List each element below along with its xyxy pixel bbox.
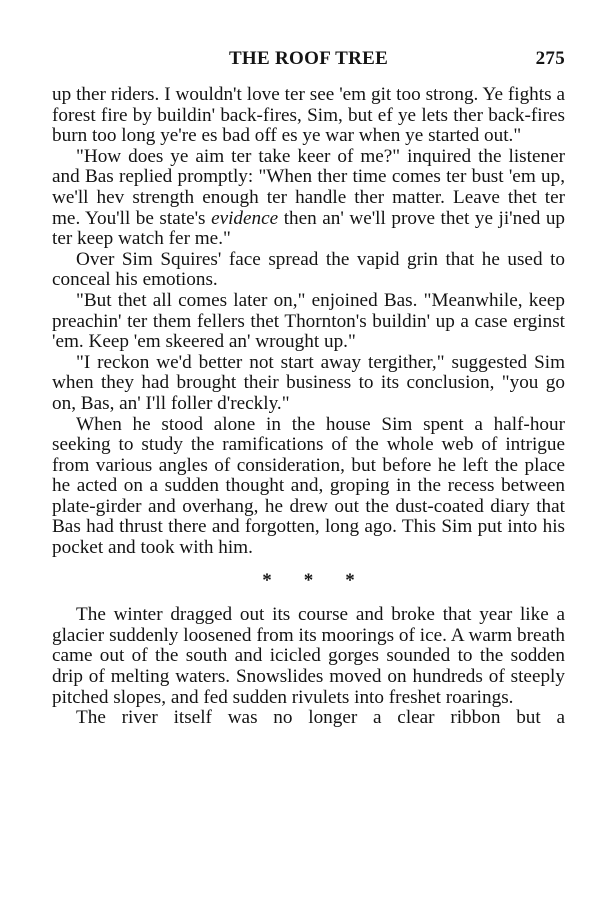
paragraph-6: When he stood alone in the house Sim spent a half-hour seeking to study the ramifications of the whole web of intrigue from various angles of consideration, but before he left the place he acted on a sudden thought and, groping in the recess between plate-girder and overhang, he drew out the dust-coated diary that Bas had thrust there and forgotten, long ago. This Sim put into his pocket and took with him.: [52, 413, 565, 559]
paragraph-1: up ther riders. I wouldn't love ter see 'em git too strong. Ye fights a forest fire by buildin' back-fires, Sim, but ef ye lets ther back-fires burn too long ye're es bad off es ye war when ye started out.": [52, 84, 565, 147]
running-title: THE ROOF TREE: [228, 48, 389, 69]
paragraph-4: "But thet all comes later on," enjoined Bas. "Meanwhile, keep preachin' ter them fellers thet Thornton's buildin' up a case erginst 'em. Keep 'em skeered an' wrought up.": [52, 289, 565, 353]
section-separator: [52, 571, 565, 592]
paragraph-2-emphasis: evidence: [211, 207, 279, 229]
page-number: 275: [535, 48, 565, 69]
paragraph-2: [52, 147, 565, 250]
separator-star: *: [262, 569, 272, 591]
paragraph-8: The river itself was no longer a clear ribbon but a: [76, 707, 565, 729]
book-page: [52, 48, 565, 729]
paragraph-5: "I reckon we'd better not start away tergither," suggested Sim when they had brought their business to its conclusion, "you go on, Bas, an' I'll foller d'reckly.": [52, 351, 565, 414]
paragraph-2-end: then an' we'll prove thet ye ji'ned up ter keep watch fer me.": [52, 207, 566, 250]
paragraph-7: The winter dragged out its course and broke that year like a glacier suddenly loosened from its moorings of ice. A warm breath came out of the south and icicled gorges sounded to the sodden drip of melting waters. Snowslides moved on hundreds of steeply pitched slopes, and fed sudden rivulets into freshet roarings.: [52, 604, 565, 708]
running-header: [52, 48, 565, 74]
body-text: [52, 85, 565, 729]
separator-star: *: [345, 569, 355, 591]
paragraph-3: Over Sim Squires' face spread the vapid grin that he used to conceal his emotions.: [52, 248, 565, 291]
paragraph-2-start: "How does ye aim ter take keer of me?" inquired the listener and Bas replied promptly: "When ther time comes ter bust 'em up, we'll hev strength enough ter handle ther matter. Leave thet ter me. You'll be state's: [52, 145, 565, 229]
separator-star: *: [303, 569, 314, 591]
